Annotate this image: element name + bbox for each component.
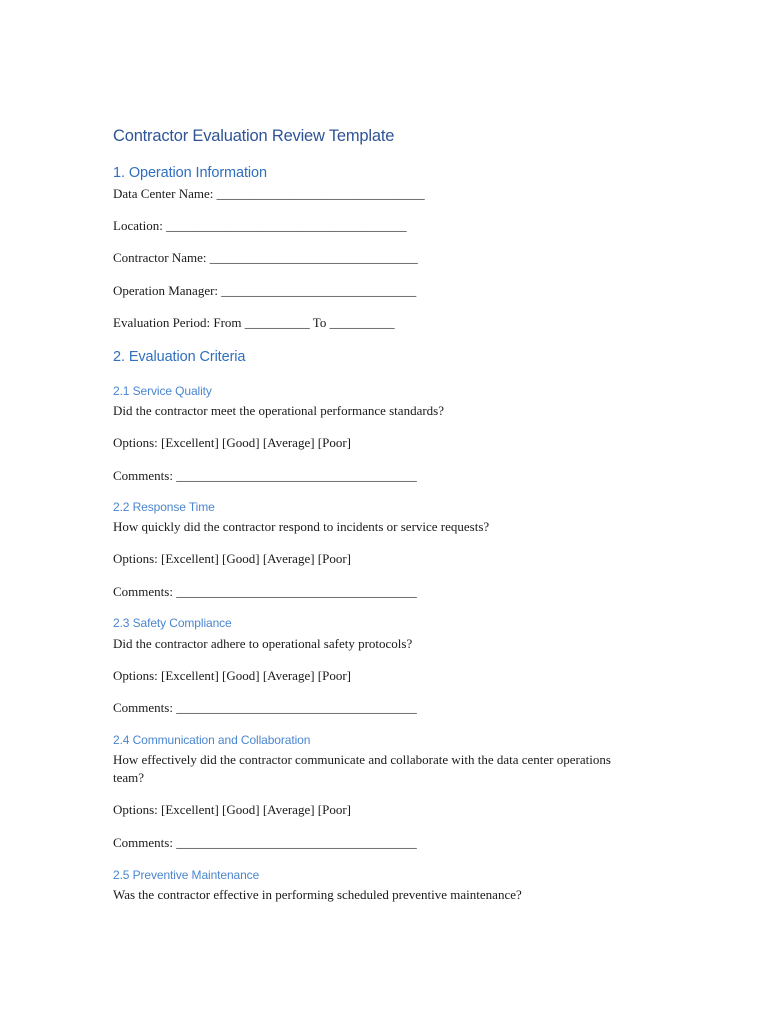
- criterion-heading-preventive-maintenance: 2.5 Preventive Maintenance: [113, 868, 260, 882]
- criterion-options: Options: [Excellent] [Good] [Average] [Poor]: [113, 551, 352, 566]
- section-heading-evaluation-criteria: 2. Evaluation Criteria: [113, 349, 246, 365]
- criterion-comments: Comments: _____________________________________: [113, 700, 417, 715]
- document-title: Contractor Evaluation Review Template: [113, 127, 395, 145]
- criterion-question: How effectively did the contractor communicate and collaborate with the data center operations team?: [113, 752, 611, 785]
- criterion-comments: Comments: _____________________________________: [113, 584, 417, 599]
- criterion-question: Did the contractor adhere to operational safety protocols?: [113, 636, 413, 651]
- criterion-question: How quickly did the contractor respond to incidents or service requests?: [113, 519, 490, 534]
- field-data-center-name: Data Center Name: ________________________________: [113, 186, 425, 201]
- criterion-comments: Comments: _____________________________________: [113, 835, 417, 850]
- criterion-heading-communication-collaboration: 2.4 Communication and Collaboration: [113, 733, 311, 747]
- criterion-heading-safety-compliance: 2.3 Safety Compliance: [113, 616, 232, 630]
- criterion-comments: Comments: _____________________________________: [113, 468, 417, 483]
- field-contractor-name: Contractor Name: ________________________________: [113, 250, 418, 265]
- criterion-options: Options: [Excellent] [Good] [Average] [Poor]: [113, 435, 352, 450]
- field-location: Location: _____________________________________: [113, 218, 407, 233]
- criterion-heading-service-quality: 2.1 Service Quality: [113, 384, 212, 398]
- criterion-question: Did the contractor meet the operational performance standards?: [113, 403, 444, 418]
- criterion-question: Was the contractor effective in performing scheduled preventive maintenance?: [113, 887, 522, 902]
- field-evaluation-period: Evaluation Period: From __________ To __________: [113, 315, 395, 330]
- criterion-options: Options: [Excellent] [Good] [Average] [Poor]: [113, 802, 352, 817]
- criterion-options: Options: [Excellent] [Good] [Average] [Poor]: [113, 668, 352, 683]
- section-heading-operation-information: 1. Operation Information: [113, 165, 267, 181]
- field-operation-manager: Operation Manager: ______________________________: [113, 283, 417, 298]
- criterion-heading-response-time: 2.2 Response Time: [113, 500, 215, 514]
